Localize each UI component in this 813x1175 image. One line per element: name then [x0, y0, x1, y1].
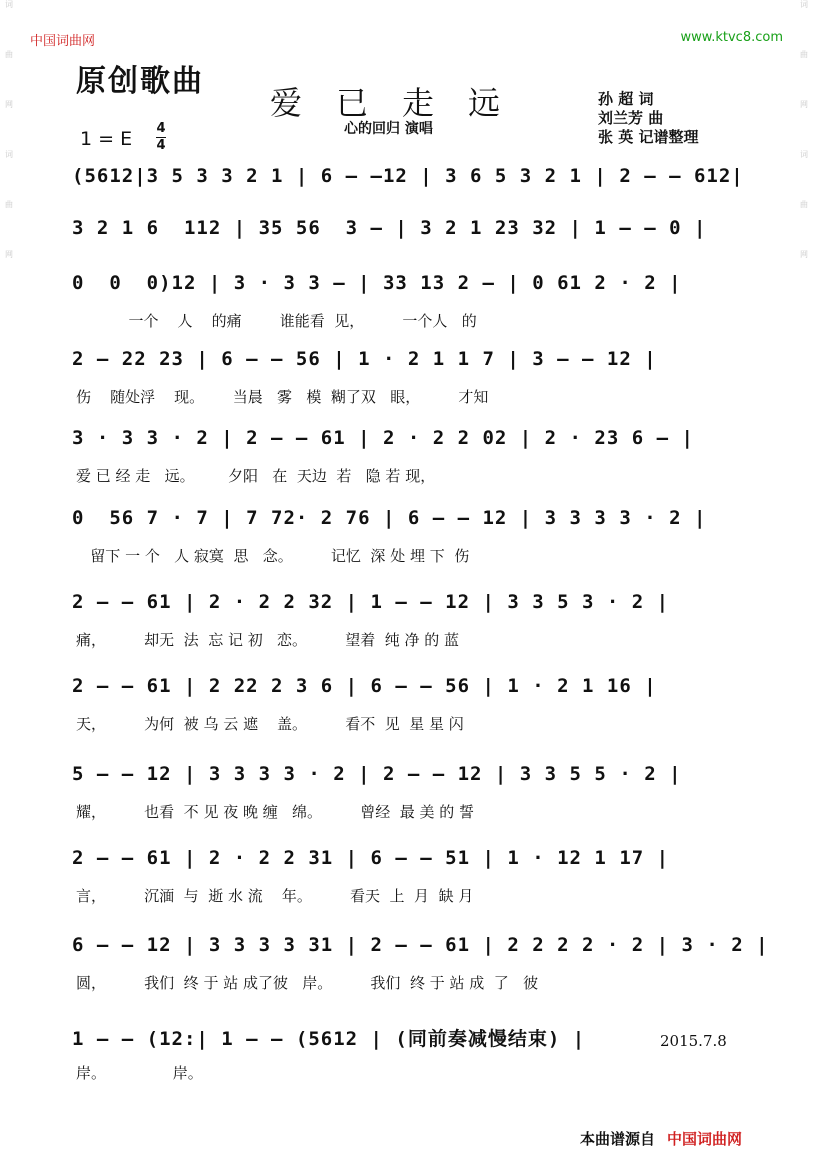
score-row	[72, 507, 734, 581]
score-row	[72, 1024, 734, 1098]
time-top: 4	[156, 121, 166, 136]
score-row	[72, 934, 769, 1008]
notation-line: 2 — — 61 | 2 · 2 2 32 | 1 — — 12 | 3 3 5 3 · 2 |	[72, 591, 670, 613]
notation-line: 2 — 22 23 | 6 — — 56 | 1 · 2 1 1 7 | 3 — — 12 |	[72, 348, 657, 370]
time-signature	[156, 122, 166, 153]
notation-line: 0 56 7 · 7 | 7 72· 2 76 | 6 — — 12 | 3 3 3 3 · 2 |	[72, 507, 707, 529]
site-url-right[interactable]: www.ktvc8.com	[680, 30, 783, 45]
score-row	[72, 847, 734, 921]
notation-line: 6 — — 12 | 3 3 3 3 31 | 2 — — 61 | 2 2 2 2 · 2 | 3 · 2 |	[72, 934, 769, 956]
genre-label: 原创歌曲	[76, 64, 204, 99]
arranger: 张 英 记谱整理	[598, 128, 699, 146]
notation-line: 2 — — 61 | 2 · 2 2 31 | 6 — — 51 | 1 · 12 1 17 |	[72, 847, 670, 869]
watermark-glyph: 网	[800, 250, 808, 259]
lyric-line: 爱 已 经 走 远。 夕阳 在 天边 若 隐 若 现，	[76, 467, 436, 485]
notation-line: (5612|3 5 3 3 2 1 | 6 — —12 | 3 6 5 3 2 1 | 2 — — 612|	[72, 165, 744, 187]
time-bottom: 4	[156, 138, 166, 153]
notation-line: 0 0 0)12 | 3 · 3 3 — | 33 13 2 — | 0 61 2 · 2 |	[72, 272, 682, 294]
lyric-line: 天， 为何 被 乌 云 遮 盖。 看不 见 星 星 闪	[76, 715, 464, 733]
credits	[598, 90, 698, 147]
watermark-glyph: 曲	[800, 200, 808, 209]
site-name-left[interactable]: 中国词曲网	[30, 34, 96, 49]
key-signature: 1 = E	[80, 128, 133, 150]
score-row	[72, 348, 734, 422]
score-row	[72, 763, 734, 837]
score-row	[72, 272, 734, 346]
score-row	[72, 591, 734, 665]
source-credit	[580, 1128, 742, 1149]
notation-line: 5 — — 12 | 3 3 3 3 · 2 | 2 — — 12 | 3 3 5 5 · 2 |	[72, 763, 682, 785]
lyric-line: 言， 沉湎 与 逝 水 流 年。 看天 上 月 缺 月	[76, 887, 474, 905]
song-title: 爱已走远	[270, 84, 535, 122]
lyric-line: 耀， 也看 不 见 夜 晚 缠 绵。 曾经 最 美 的 誓	[76, 803, 475, 821]
lyric-line: 伤 随处浮 现。 当晨 雾 模 糊了双 眼， 才知	[76, 388, 489, 406]
score-date: 2015.7.8	[660, 1032, 727, 1050]
watermark-right	[797, 0, 811, 300]
lyricist: 孙 超 词	[598, 90, 654, 108]
watermark-glyph: 词	[5, 150, 13, 159]
watermark-glyph: 曲	[5, 200, 13, 209]
notation-line: 1 — — (12:| 1 — — (5612 | (同前奏减慢结束) |	[72, 1028, 586, 1050]
lyric-line: 圆， 我们 终 于 站 成了彼 岸。 我们 终 于 站 成 了 彼	[76, 974, 539, 992]
lyric-line: 痛， 却无 法 忘 记 初 恋。 望着 纯 净 的 蓝	[76, 631, 460, 649]
score-row	[72, 427, 734, 501]
singer: 心的回归 演唱	[344, 121, 433, 137]
source-brand-link[interactable]: 中国词曲网	[667, 1130, 743, 1148]
score-row	[72, 675, 734, 749]
lyric-line: 留下 一 个 人 寂寞 思 念。 记忆 深 处 埋 下 伤	[76, 547, 470, 565]
watermark-glyph: 网	[5, 250, 13, 259]
watermark-glyph: 曲	[800, 50, 808, 59]
watermark-glyph: 网	[800, 100, 808, 109]
notation-line: 3 · 3 3 · 2 | 2 — — 61 | 2 · 2 2 02 | 2 · 23 6 — |	[72, 427, 694, 449]
source-label: 本曲谱源自	[580, 1130, 656, 1148]
watermark-glyph: 词	[5, 0, 13, 9]
watermark-glyph: 词	[800, 0, 808, 9]
composer: 刘兰芳 曲	[598, 109, 664, 127]
lyric-line: 一个 人 的痛 谁能看 见， 一个人 的	[76, 312, 477, 330]
lyric-line: 岸。 岸。	[76, 1064, 203, 1082]
watermark-glyph: 词	[800, 150, 808, 159]
notation-line: 2 — — 61 | 2 22 2 3 6 | 6 — — 56 | 1 · 2 1 16 |	[72, 675, 657, 697]
watermark-glyph: 曲	[5, 50, 13, 59]
watermark-left	[2, 0, 16, 300]
watermark-glyph: 网	[5, 100, 13, 109]
notation-line: 3 2 1 6 112 | 35 56 3 — | 3 2 1 23 32 | 1 — — 0 |	[72, 217, 707, 239]
